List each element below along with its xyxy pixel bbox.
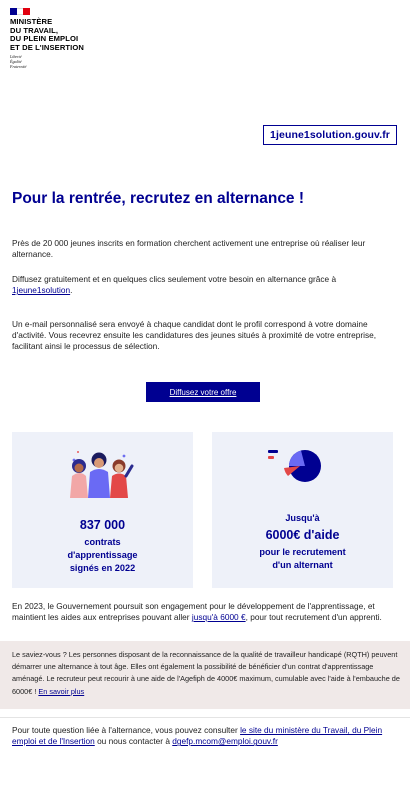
divider	[0, 717, 410, 718]
1jeune1solution-link[interactable]: 1jeune1solution	[12, 285, 71, 296]
ministry-name: MINISTÈRE DU TRAVAIL, DU PLEIN EMPLOI ET DE L'INSERTION	[10, 17, 84, 52]
aid-value: 6000€ d'aide	[265, 528, 340, 542]
young-people-illustration-icon	[64, 446, 134, 498]
rqth-notice	[0, 641, 410, 709]
stat-card-contracts	[12, 432, 193, 588]
engagement-paragraph: En 2023, le Gouvernement poursuit son engagement pour le développement de l'apprentissage, et maintient les aides aux entreprises pouvant aller jusqu'à 6000 €, pour tout recrutement d'un apprenti.	[12, 601, 382, 623]
brand-logo-1jeune1solution: 1jeune1solution.gouv.fr	[263, 125, 397, 145]
email-paragraph: Un e-mail personnalisé sera envoyé à chaque candidat dont le profil correspond à votre domaine d'activité. Vous recevrez ensuite les candidatures des jeunes situés à proximité de votre entreprise, facilitant ainsi le processus de sélection.	[12, 319, 377, 352]
page-title: Pour la rentrée, recrutez en alternance !	[12, 190, 305, 207]
aid-prefix: Jusqu'à	[285, 513, 320, 523]
footer-paragraph: Pour toute question liée à l'alternance, vous pouvez consulter le site du ministère du Travail, du Plein emploi et de l'Insertion ou nous contacter à dgefp.mcom@emploi.gouv.fr	[12, 725, 383, 747]
ministry-site-link[interactable]: le site du ministère du Travail, du Plein emploi et de l'Insertion	[12, 725, 383, 747]
pie-chart-illustration-icon	[267, 446, 327, 486]
stat-card-aid	[212, 432, 393, 588]
contact-email-link[interactable]: dgefp.mcom@emploi.gouv.fr	[172, 736, 278, 747]
french-flag-icon	[10, 8, 30, 15]
intro-paragraph: Près de 20 000 jeunes inscrits en formation cherchent activement une entreprise où réaliser leur alternance.	[12, 238, 366, 260]
learn-more-link[interactable]: En savoir plus	[38, 686, 85, 696]
aid-label: pour le recrutement d'un alternant	[259, 547, 346, 571]
contracts-value: 837 000	[79, 518, 126, 532]
post-offer-button[interactable]: Diffusez votre offre	[146, 382, 260, 402]
aid-amount-link[interactable]: jusqu'à 6000 €	[191, 612, 246, 623]
rqth-notice-text: Le saviez-vous ? Les personnes disposant de la reconnaissance de la qualité de travailleur handicapé (RQTH) peuvent démarrer une alternance à tout âge. Elles ont également la possibilité de bénéficier d'un contrat d'apprentissage aménagé. Le recruteur peut recourir à une aide de l'Agefiph de 4000€ maximum, cumulable avec l'aide à l'embauche de 6000€ ! En savoir plus	[12, 650, 400, 696]
diffusion-paragraph: Diffusez gratuitement et en quelques clics seulement votre besoin en alternance grâce à 1jeune1solution.	[12, 274, 337, 296]
republic-motto: Liberté Égalité Fraternité	[10, 54, 27, 69]
contracts-label: contrats d'apprentissage signés en 2022	[67, 537, 138, 574]
ministry-logo	[10, 8, 150, 70]
